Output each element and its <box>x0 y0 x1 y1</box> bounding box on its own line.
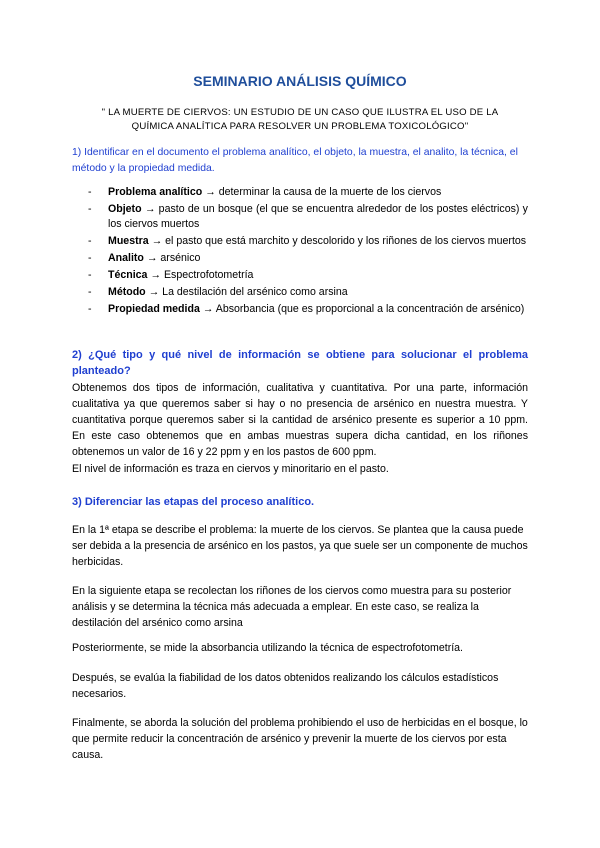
term-description: pasto de un bosque (el que se encuentra alrededor de los postes eléctricos) y los ciervos muertos <box>108 203 528 230</box>
term: Técnica <box>108 269 148 281</box>
term-description: arsénico <box>160 252 201 264</box>
list-item <box>88 185 528 200</box>
list-item <box>88 302 528 317</box>
question-2: 2) ¿Qué tipo y qué nivel de información se obtiene para solucionar el problema planteado? <box>72 349 528 377</box>
dash-marker: - <box>88 252 92 264</box>
dash-marker: - <box>88 303 92 315</box>
document-title: SEMINARIO ANÁLISIS QUÍMICO <box>193 73 407 89</box>
term: Muestra <box>108 235 149 247</box>
question-3: 3) Diferenciar las etapas del proceso analítico. <box>72 496 315 508</box>
term: Problema analítico <box>108 186 203 198</box>
definitions-list <box>88 185 528 319</box>
dash-marker: - <box>88 203 92 215</box>
term-description: Absorbancia (que es proporcional a la concentración de arsénico) <box>215 303 525 315</box>
arrow-icon: → <box>150 269 161 281</box>
dash-marker: - <box>88 269 92 281</box>
document-subtitle: " LA MUERTE DE CIERVOS: UN ESTUDIO DE UN CASO QUE ILUSTRA EL USO DE LA QUÍMICA ANALÍTICA PARA RESOLVER UN PROBLEMA TOXICOLÓGICO" <box>101 107 499 132</box>
arrow-icon: → <box>146 252 158 264</box>
dash-marker: - <box>88 235 92 247</box>
list-item <box>88 285 528 300</box>
dash-marker: - <box>88 186 92 198</box>
list-item <box>88 234 528 249</box>
list-item <box>88 202 528 232</box>
term: Objeto <box>108 203 142 215</box>
term-description: La destilación del arsénico como arsina <box>162 286 348 298</box>
list-item <box>88 251 528 266</box>
answer-3-paragraph: Posteriormente, se mide la absorbancia utilizando la técnica de espectrofotometría. <box>72 642 464 654</box>
arrow-icon: → <box>144 203 156 215</box>
list-item <box>88 268 528 283</box>
answer-3-paragraph: Después, se evalúa la fiabilidad de los datos obtenidos realizando los cálculos estadísticos necesarios. <box>72 672 499 700</box>
term: Propiedad medida <box>108 303 200 315</box>
dash-marker: - <box>88 286 92 298</box>
answer-2-paragraph: Obtenemos dos tipos de información, cualitativa y cuantitativa. Por una parte, información cualitativa ya que queremos saber si hay o no presencia de arsénico en nuestra muestra. Y cuantitativa porque queremos saber si la cantidad de arsénico presente es superior a 10 ppm. En este caso obtenemos que en ambas muestras supera dicha cantidad, en los riñones obtenemos un valor de 16 y 22 ppm y en los pastos de 600 ppm. <box>72 382 528 458</box>
answer-3-paragraph: Finalmente, se aborda la solución del problema prohibiendo el uso de herbicidas en el bosque, lo que permite reducir la concentración de arsénico y prevenir la muerte de los ciervos por esta causa. <box>72 717 528 761</box>
term-description: Espectrofotometría <box>163 269 254 281</box>
arrow-icon: → <box>202 303 214 315</box>
answer-3-paragraph: En la siguiente etapa se recolectan los riñones de los ciervos como muestra para su posterior análisis y se determina la técnica más adecuada a emplear. En este caso, se realiza la destilación del arsénico como arsina <box>72 585 512 629</box>
term-description: el pasto que está marchito y descolorido y los riñones de los ciervos muertos <box>165 235 527 247</box>
arrow-icon: → <box>151 235 163 247</box>
term-description: determinar la causa de la muerte de los ciervos <box>218 186 442 198</box>
question-1: 1) Identificar en el documento el problema analítico, el objeto, la muestra, el analito, la técnica, el método y la propiedad medida. <box>72 147 518 174</box>
arrow-icon: → <box>205 186 216 198</box>
term: Analito <box>108 252 144 264</box>
term: Método <box>108 286 146 298</box>
answer-2-paragraph: El nivel de información es traza en ciervos y minoritario en el pasto. <box>72 463 389 475</box>
arrow-icon: → <box>148 286 160 298</box>
answer-3-paragraph: En la 1ª etapa se describe el problema: la muerte de los ciervos. Se plantea que la causa puede ser debida a la presencia de arsénico en los pastos, ya que suele ser un componente de muchos herbicidas. <box>72 524 528 568</box>
